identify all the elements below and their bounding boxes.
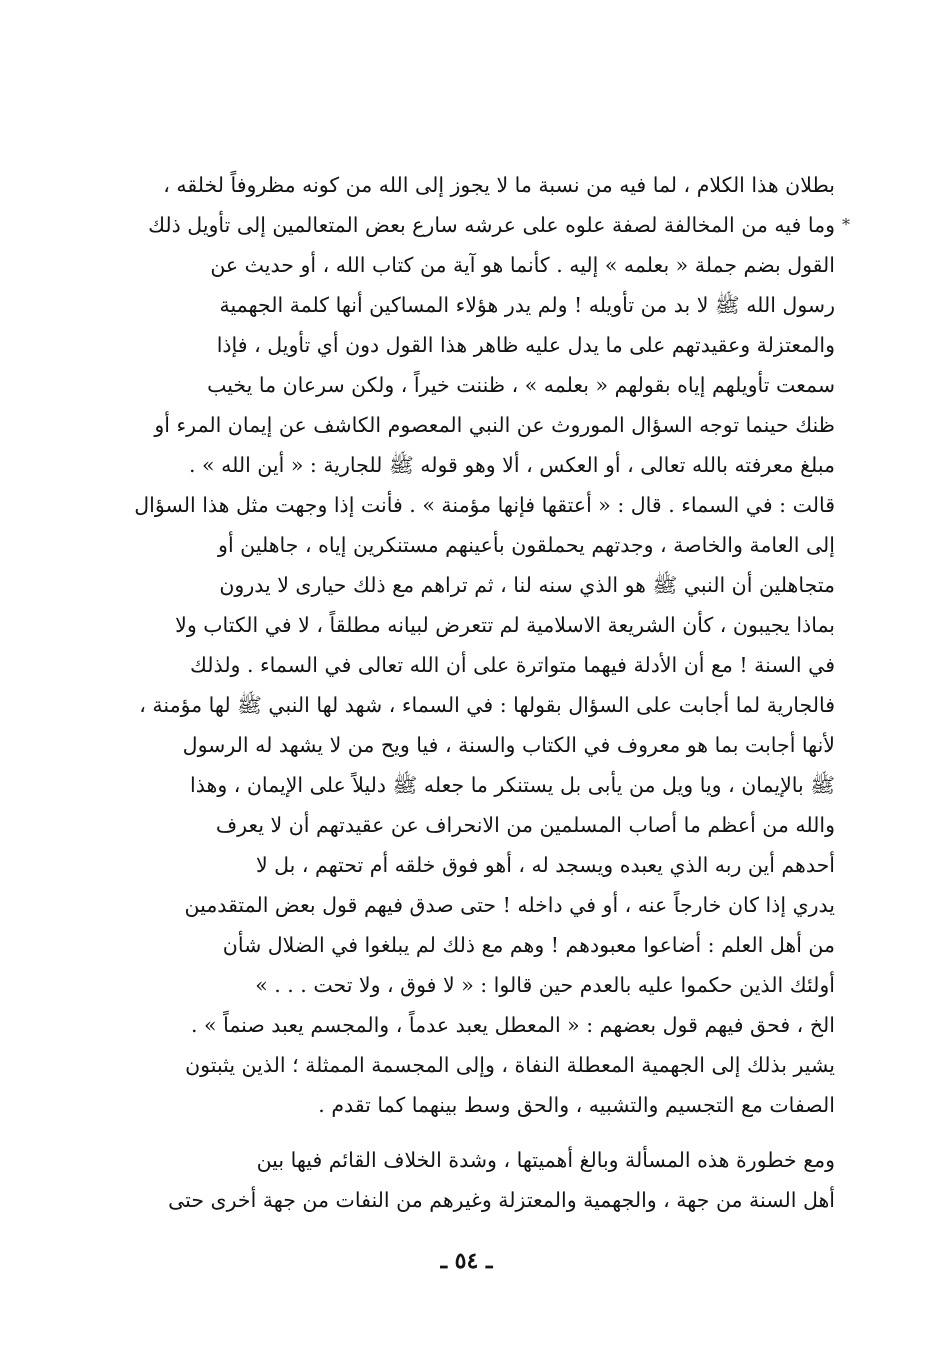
text-line: متجاهلين أن النبي ﷺ هو الذي سنه لنا ، ثم تراهم مع ذلك حيارى لا يدرون	[219, 573, 835, 597]
text-line: يشير بذلك إلى الجهمية المعطلة النفاة ، وإلى المجسمة الممثلة ؛ الذين يثبتون	[185, 1053, 835, 1077]
text-line: مبلغ معرفته بالله تعالى ، أو العكس ، ألا وهو قوله ﷺ للجارية : « أين الله » .	[188, 453, 835, 477]
text-line: يدري إذا كان خارجاً عنه ، أو في داخله ! حتى صدق فيهم قول بعض المتقدمين	[184, 893, 835, 917]
text-line: رسول الله ﷺ لا بد من تأويله ! ولم يدر هؤلاء المساكين أنها كلمة الجهمية	[219, 293, 835, 317]
text-line: أحدهم أين ربه الذي يعبده ويسجد له ، أهو فوق خلقه أم تحتهم ، بل لا	[255, 853, 835, 877]
text-line: ومع خطورة هذه المسألة وبالغ أهميتها ، وشدة الخلاف القائم فيها بين	[256, 1148, 835, 1172]
text-line: بطلان هذا الكلام ، لما فيه من نسبة ما لا يجوز إلى الله من كونه مظروفاً لخلقه ،	[163, 173, 835, 197]
text-line: أولئك الذين حكموا عليه بالعدم حين قالوا : « لا فوق ، ولا تحت . . . »	[255, 973, 835, 997]
text-line: من أهل العلم : أضاعوا معبودهم ! وهم مع ذلك لم يبلغوا في الضلال شأن	[222, 933, 835, 957]
text-line: سمعت تأويلهم إياه بقولهم « بعلمه » ، ظننت خيراً ، ولكن سرعان ما يخيب	[207, 373, 835, 397]
text-line: إلى العامة والخاصة ، وجدتهم يحملقون بأعينهم مستنكرين إياه ، جاهلين أو	[218, 533, 835, 557]
text-line: بماذا يجيبون ، كأن الشريعة الاسلامية لم تتعرض لبيانه مطلقاً ، لا في الكتاب ولا	[175, 613, 835, 637]
text-line: والمعتزلة وعقيدتهم على ما يدل عليه ظاهر هذا القول دون أي تأويل ، فإذا	[216, 333, 835, 357]
text-line: الخ ، فحق فيهم قول بعضهم : « المعطل يعبد عدماً ، والمجسم يعبد صنماً » .	[190, 1013, 835, 1037]
text-line: الصفات مع التجسيم والتشبيه ، والحق وسط بينهما كما تقدم .	[318, 1093, 835, 1117]
text-line: قالت : في السماء . قال : « أعتقها فإنها مؤمنة » . فأنت إذا وجهت مثل هذا السؤال	[134, 493, 835, 517]
text-line: ظنك حينما توجه السؤال الموروث عن النبي المعصوم الكاشف عن إيمان المرء أو	[154, 413, 835, 437]
page-number: ـ ٥٤ ـ	[440, 1248, 493, 1274]
text-line: في السنة ! مع أن الأدلة فيهما متواترة على أن الله تعالى في السماء . ولذلك	[190, 653, 835, 677]
margin-asterisk: *	[842, 215, 850, 234]
second-paragraph	[130, 1140, 835, 1220]
text-line: وما فيه من المخالفة لصفة علوه على عرشه سارع بعض المتعالمين إلى تأويل ذلك	[148, 213, 835, 237]
text-line: ﷺ بالإيمان ، ويا ويل من يأبى بل يستنكر ما جعله ﷺ دليلاً على الإيمان ، وهذا	[190, 773, 835, 797]
main-paragraph	[130, 165, 835, 1125]
text-line: فالجارية لما أجابت على السؤال بقولها : في السماء ، شهد لها النبي ﷺ لها مؤمنة ،	[139, 693, 835, 717]
text-line: أهل السنة من جهة ، والجهمية والمعتزلة وغيرهم من النفات من جهة أخرى حتى	[168, 1188, 835, 1212]
text-line: والله من أعظم ما أصاب المسلمين من الانحراف عن عقيدتهم أن لا يعرف	[215, 813, 835, 837]
text-line: لأنها أجابت بما هو معروف في الكتاب والسنة ، فيا ويح من لا يشهد له الرسول	[182, 733, 835, 757]
text-line: القول بضم جملة « بعلمه » إليه . كأنما هو آية من كتاب الله ، أو حديث عن	[210, 253, 835, 277]
